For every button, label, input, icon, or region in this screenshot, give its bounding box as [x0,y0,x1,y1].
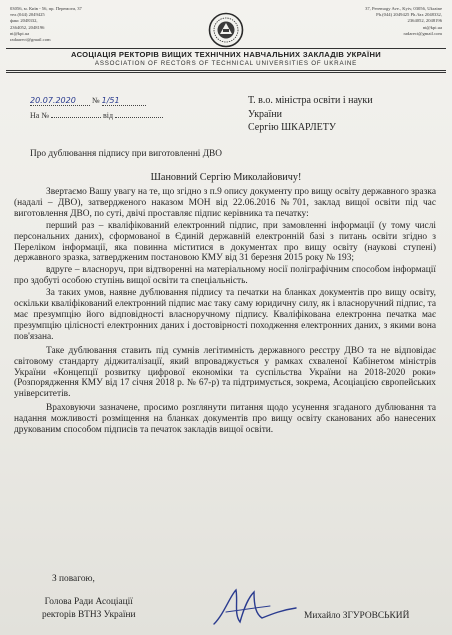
letterhead-rule-double [6,72,446,73]
registration-block [30,96,163,120]
body-paragraph: Звертаємо Вашу увагу на те, що згідно з п.9 опису документу про вищу освіту державного зразка (надалі – ДВО), затвердженого наказом МОН від 22.06.2016 №701, заклад вищої освіти під час виготовлення ДВО, по суті, двічі проставляє підпис керівника та печатку: [14,187,436,219]
letterhead-line: 2364052, 2048196 [10,24,45,30]
body-paragraph: вдруге – власноруч, при відтворенні на матеріальному носії поліграфічним способом інформації про здобуті особою ступінь вищої освіти та спеціальність. [14,265,436,287]
incoming-number-field [51,117,101,118]
signer-role [42,596,136,621]
addressee-line: Сергію ШКАРЛЕТУ [248,122,336,134]
letterhead-line: radaarect@gmail.com [10,37,51,43]
association-logo [208,12,244,48]
incoming-number-label: На № [30,111,49,120]
signer-role-line: ректорів ВТНЗ України [42,609,136,620]
addressee-line: України [248,108,282,120]
letterhead-line: nt@kpi.ua [422,24,442,30]
incoming-date-label: від [102,111,114,120]
letterhead-line: тел.(044) 2049425 [10,12,45,18]
letterhead-line: radarect@gmail.com [403,30,442,36]
letterhead-line: факс 2048332, [10,18,38,24]
signer-role-line: Голова Ради Асоціації [44,597,133,607]
body-paragraph: За таких умов, наявне дублювання підпису та печатки на бланках документів про вищу освіту, оскільки кваліфікований електронний підпис має таку саму юридичну силу, як і власноручний підпис, та має презумпцію його відповідності власноручному підпису. Кваліфікована електронна печатка має презумпцію цілісності електронних даних і достовірності походження електронних даних, з якими вона пов'язана. [14,288,436,342]
addressee-line: Т. в.о. міністра освіти і науки [248,95,373,106]
outgoing-date-field [30,96,90,106]
signer-name: Михайло ЗГУРОВСЬКИЙ [304,611,410,621]
organization-name-ua: АСОЦІАЦІЯ РЕКТОРІВ ВИЩИХ ТЕХНІЧНИХ НАВЧАЛЬНИХ ЗАКЛАДІВ УКРАЇНИ [70,50,381,59]
letter-body [14,187,436,437]
incoming-reference-line [30,111,163,120]
handwritten-signature [210,584,300,628]
outgoing-number: 1/51 [101,96,120,105]
body-paragraph: Враховуючи зазначене, просимо розглянути питання щодо усунення згаданого дублювання та надання можливості розміщення на бланках документів про вищу освіту сканованих або нанесених друкованим способом підписів та печаток закладів вищої освіти. [14,403,436,436]
letterhead-contacts-ua [10,6,180,43]
body-paragraph: Таке дублювання ставить під сумнів легітимність державного реєстру ДВО та не відповідає світовому стандарту діджиталізації, який впроваджується у рамках схваленої Кабінетом міністрів України «Концепції розвитку цифрової економіки та суспільства України на 2018-2020 роки» (Розпорядження КМУ від 17 січня 2018 р. № 67-р) та підтримується, зокрема, Асоціацією європейських університетів. [14,345,436,400]
outgoing-date: 20.07.2020 [30,96,76,105]
letterhead-line: 37, Peremogy Ave., Kyiv, 03056, Ukraine [365,6,442,11]
salutation: Шановний Сергію Миколайовичу! [150,172,302,183]
letterhead-line: 2364052, 2048196 [407,18,442,24]
number-label: № [92,96,100,105]
letterhead-line: 03056, м. Київ - 56, пр. Перемоги, 37 [10,6,82,11]
letterhead-rule-top [6,48,446,49]
letterhead-line: Ph.(044) 2049425 Ph./fax 2048332, [376,12,442,18]
incoming-date-field [115,117,163,118]
closing-phrase: З повагою, [52,574,95,584]
outgoing-number-line [30,96,163,106]
letterhead-line: nt@kpi.ua [10,30,30,36]
letter-subject: Про дублювання підпису при виготовленні ДВО [30,149,222,159]
outgoing-number-field [102,96,146,106]
letterhead-contacts-en [262,6,442,37]
letterhead-rule-bottom [6,70,446,71]
body-paragraph: перший раз – кваліфікований електронний підпис, при замовленні інформації (у тому числі персональних даних), сформованої в Єдиній державній електронній базі з питань освіти згідно з Переліком інформації, яка повинна міститися в документах про вищу освіту (наукові ступені) державного зразка, затвердженим постановою КМУ від 31 березня 2015 року № 193; [14,220,436,264]
organization-name-en: ASSOCIATION OF RECTORS OF TECHNICAL UNIVERSITIES OF UKRAINE [94,60,358,67]
addressee-block [248,94,373,135]
